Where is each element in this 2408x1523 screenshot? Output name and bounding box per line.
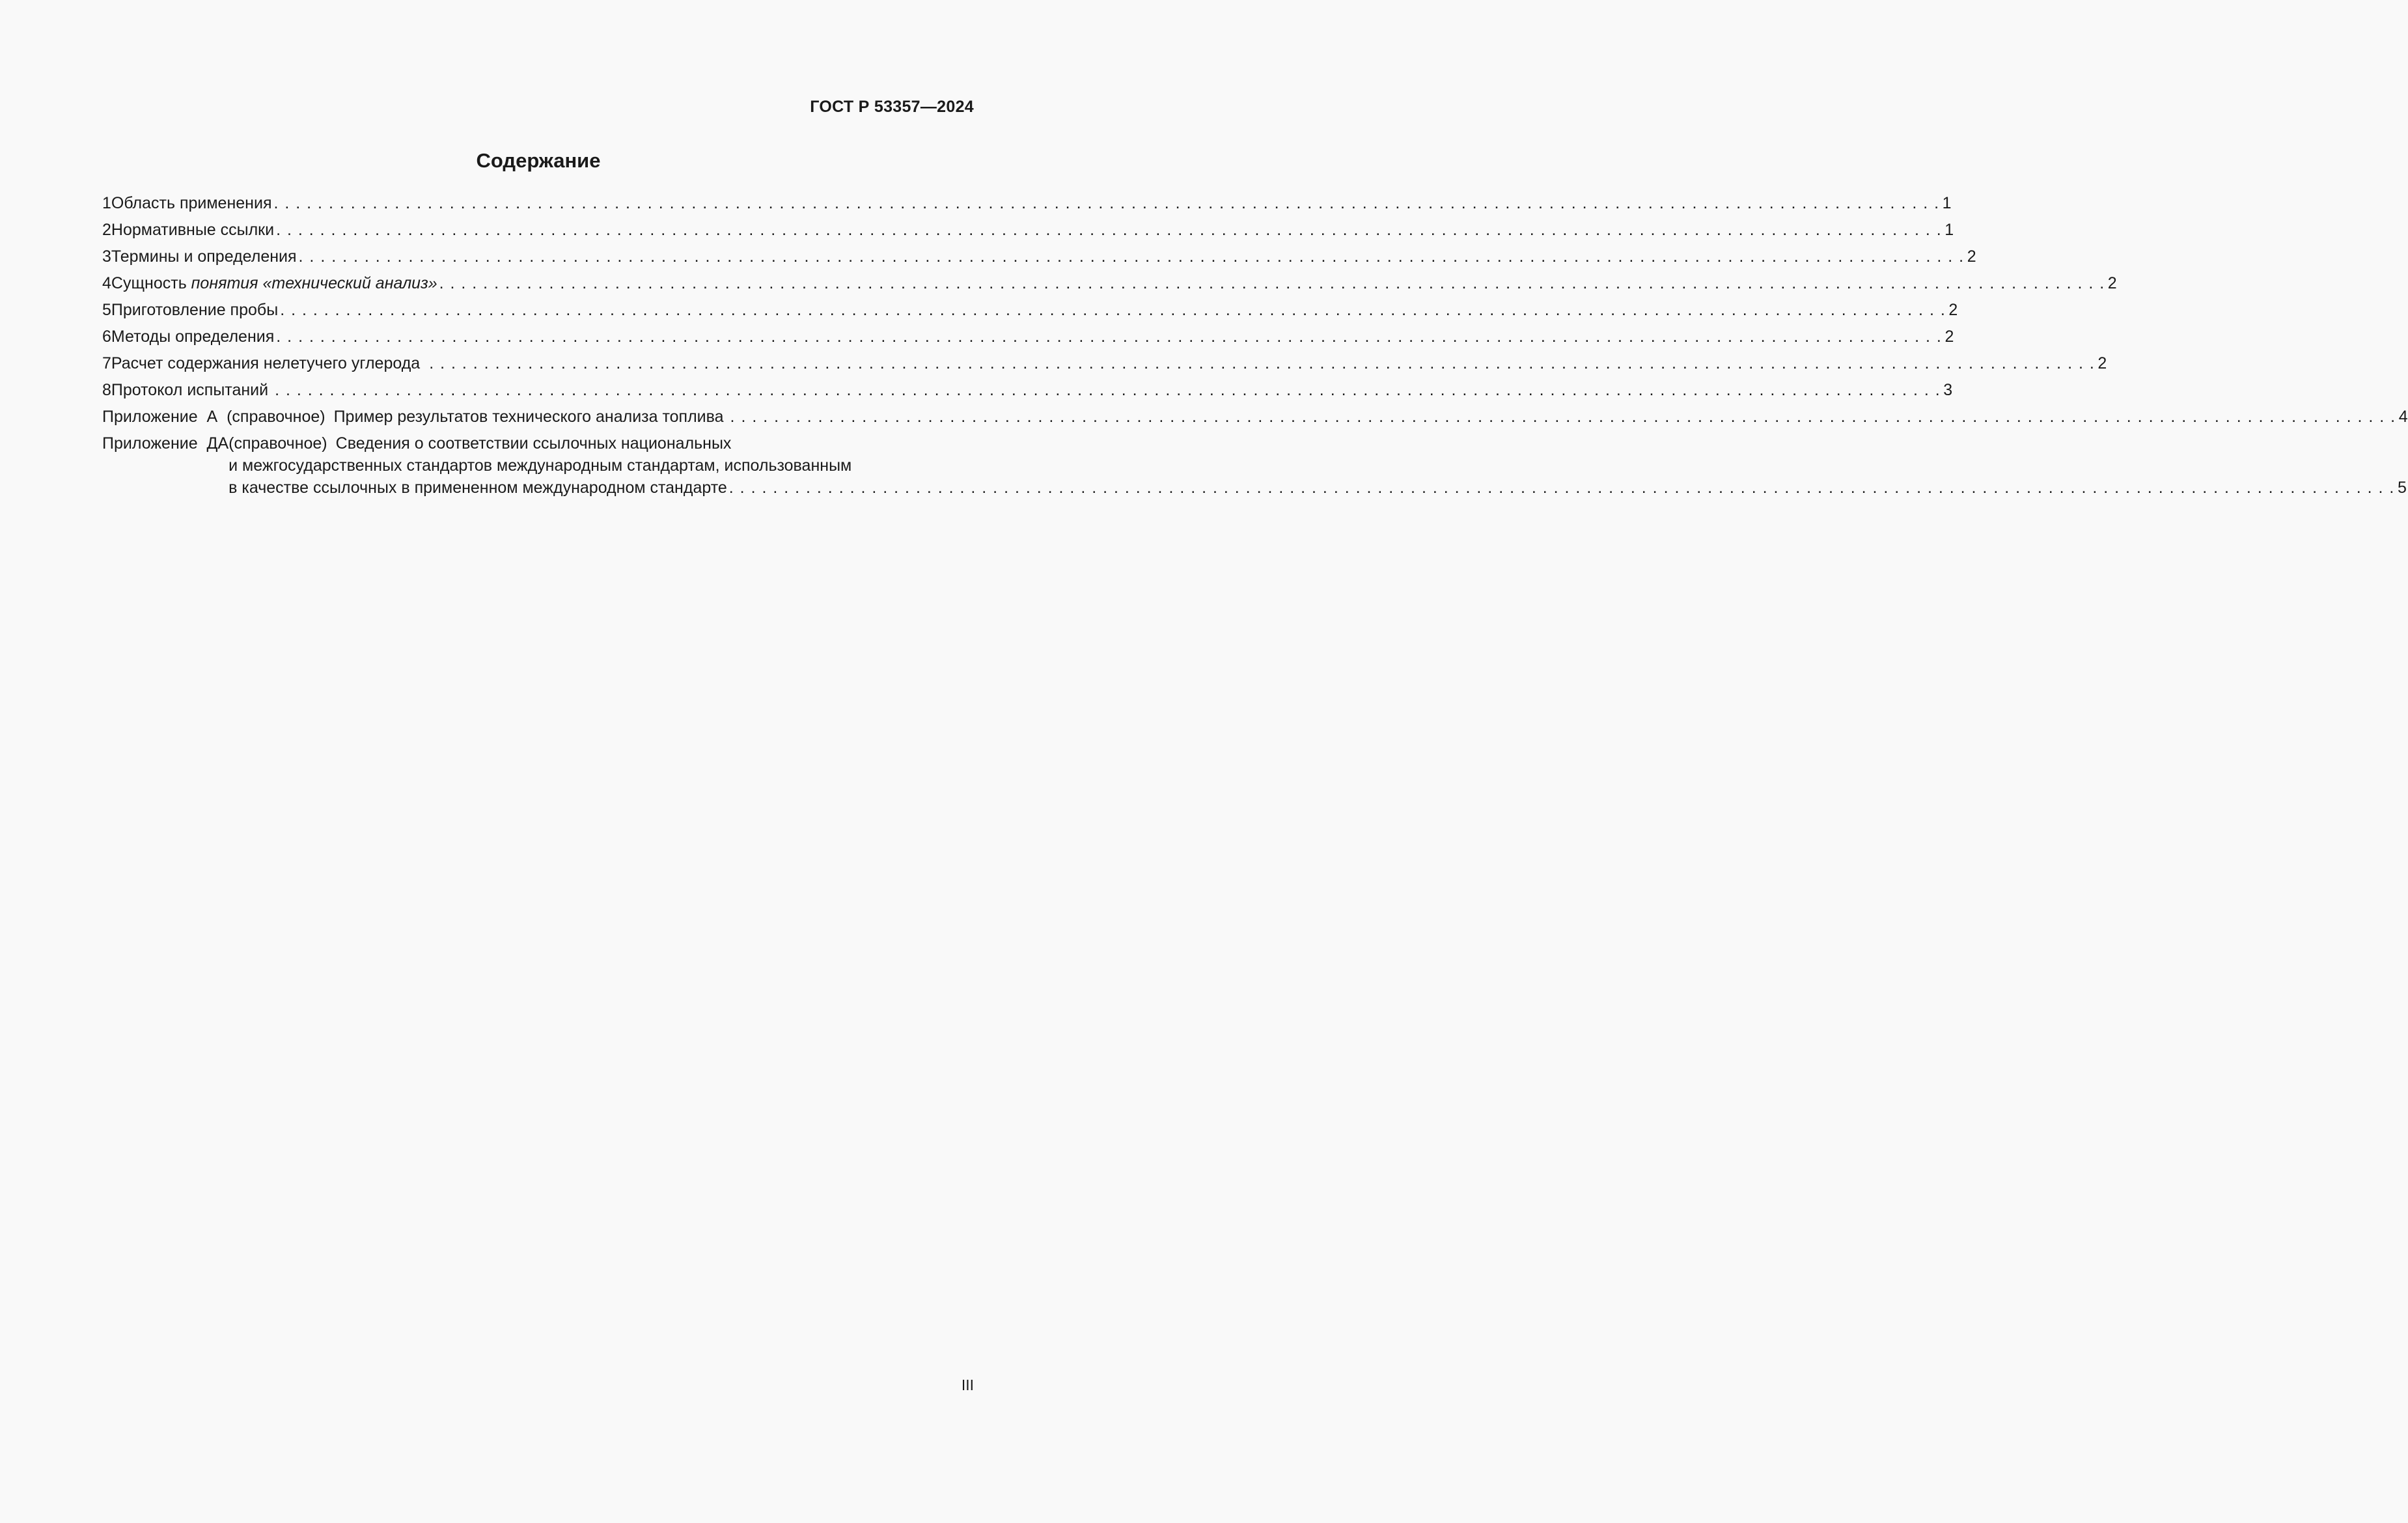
table-of-contents xyxy=(102,190,2408,499)
toc-entry-title: Расчет содержания нелетучего углерода xyxy=(111,354,421,372)
toc-entry-number: 8 xyxy=(102,381,111,399)
toc-entry[interactable] xyxy=(102,324,1954,350)
toc-title: Содержание xyxy=(476,149,601,172)
dot-leader xyxy=(730,404,2396,430)
toc-entry-number: 5 xyxy=(102,301,111,319)
document-code: ГОСТ Р 53357—2024 xyxy=(810,98,974,116)
appendix-da-label: Приложение ДА xyxy=(102,434,229,453)
toc-entry-page: 1 xyxy=(1944,221,1954,239)
toc-entry-title: Область применения xyxy=(111,194,272,212)
toc-entry[interactable] xyxy=(102,190,1952,217)
toc-entry-page: 2 xyxy=(1944,328,1954,346)
dot-leader xyxy=(275,377,1941,404)
toc-entry[interactable] xyxy=(102,350,2107,377)
toc-entry-page: 2 xyxy=(1967,247,1976,266)
toc-entry[interactable] xyxy=(102,217,1954,244)
toc-entry-title-prefix: Сущность xyxy=(111,274,191,292)
dot-leader xyxy=(299,244,1965,270)
toc-entry-title: Нормативные ссылки xyxy=(111,221,275,239)
toc-entry-number: 4 xyxy=(102,274,111,292)
toc-appendix-da[interactable] xyxy=(102,432,2407,499)
toc-entry-page: 2 xyxy=(1948,301,1958,319)
toc-entry-number: 2 xyxy=(102,221,111,239)
appendix-a-label: Приложение А (справочное) xyxy=(102,408,325,426)
dot-leader xyxy=(429,350,2095,377)
appendix-da-kind: (справочное) xyxy=(228,434,327,453)
appendix-da-title-line-3: в качестве ссылочных в примененном международном стандарте xyxy=(228,479,727,497)
toc-entry-number: 1 xyxy=(102,194,111,212)
appendix-a-title: Пример результатов технического анализа топлива xyxy=(333,408,724,426)
toc-entry-title: Термины и определения xyxy=(111,247,297,266)
toc-entry-page: 2 xyxy=(2107,274,2117,292)
toc-entry[interactable] xyxy=(102,244,1976,270)
toc-entry[interactable] xyxy=(102,297,1958,324)
toc-entry-page: 3 xyxy=(1943,381,1953,399)
toc-entry-title: Приготовление пробы xyxy=(111,301,279,319)
toc-entry-number: 3 xyxy=(102,247,111,266)
toc-entry-title: Методы определения xyxy=(111,328,275,346)
dot-leader xyxy=(276,324,1942,350)
dot-leader xyxy=(280,297,1946,324)
page-number: III xyxy=(961,1376,974,1393)
toc-entry-number: 7 xyxy=(102,354,111,372)
toc-entry-page: 1 xyxy=(1942,194,1952,212)
toc-entry-title xyxy=(111,270,437,297)
toc-appendix-a[interactable] xyxy=(102,404,2408,430)
appendix-da-line-2: и межгосударственных стандартов международным стандартам, использованным xyxy=(228,456,852,475)
appendix-da-line-3 xyxy=(228,477,2407,499)
dot-leader xyxy=(729,477,2395,499)
appendix-da-block xyxy=(228,432,2407,499)
toc-entry-title: Протокол испытаний xyxy=(111,381,269,399)
toc-entry-number: 6 xyxy=(102,328,111,346)
toc-entry-page: 4 xyxy=(2398,408,2408,426)
appendix-da-title-line-1: Сведения о соответствии ссылочных национальных xyxy=(335,434,732,453)
dot-leader xyxy=(273,190,1939,217)
appendix-da-line-1 xyxy=(228,432,2407,454)
dot-leader xyxy=(276,217,1942,244)
toc-entry[interactable] xyxy=(102,377,1953,404)
toc-entry-page: 2 xyxy=(2097,354,2107,372)
dot-leader xyxy=(439,270,2105,297)
toc-entry[interactable] xyxy=(102,270,2117,297)
toc-entry-title-italic: понятия «технический анализ» xyxy=(191,274,437,292)
toc-entry-page: 5 xyxy=(2397,479,2407,497)
